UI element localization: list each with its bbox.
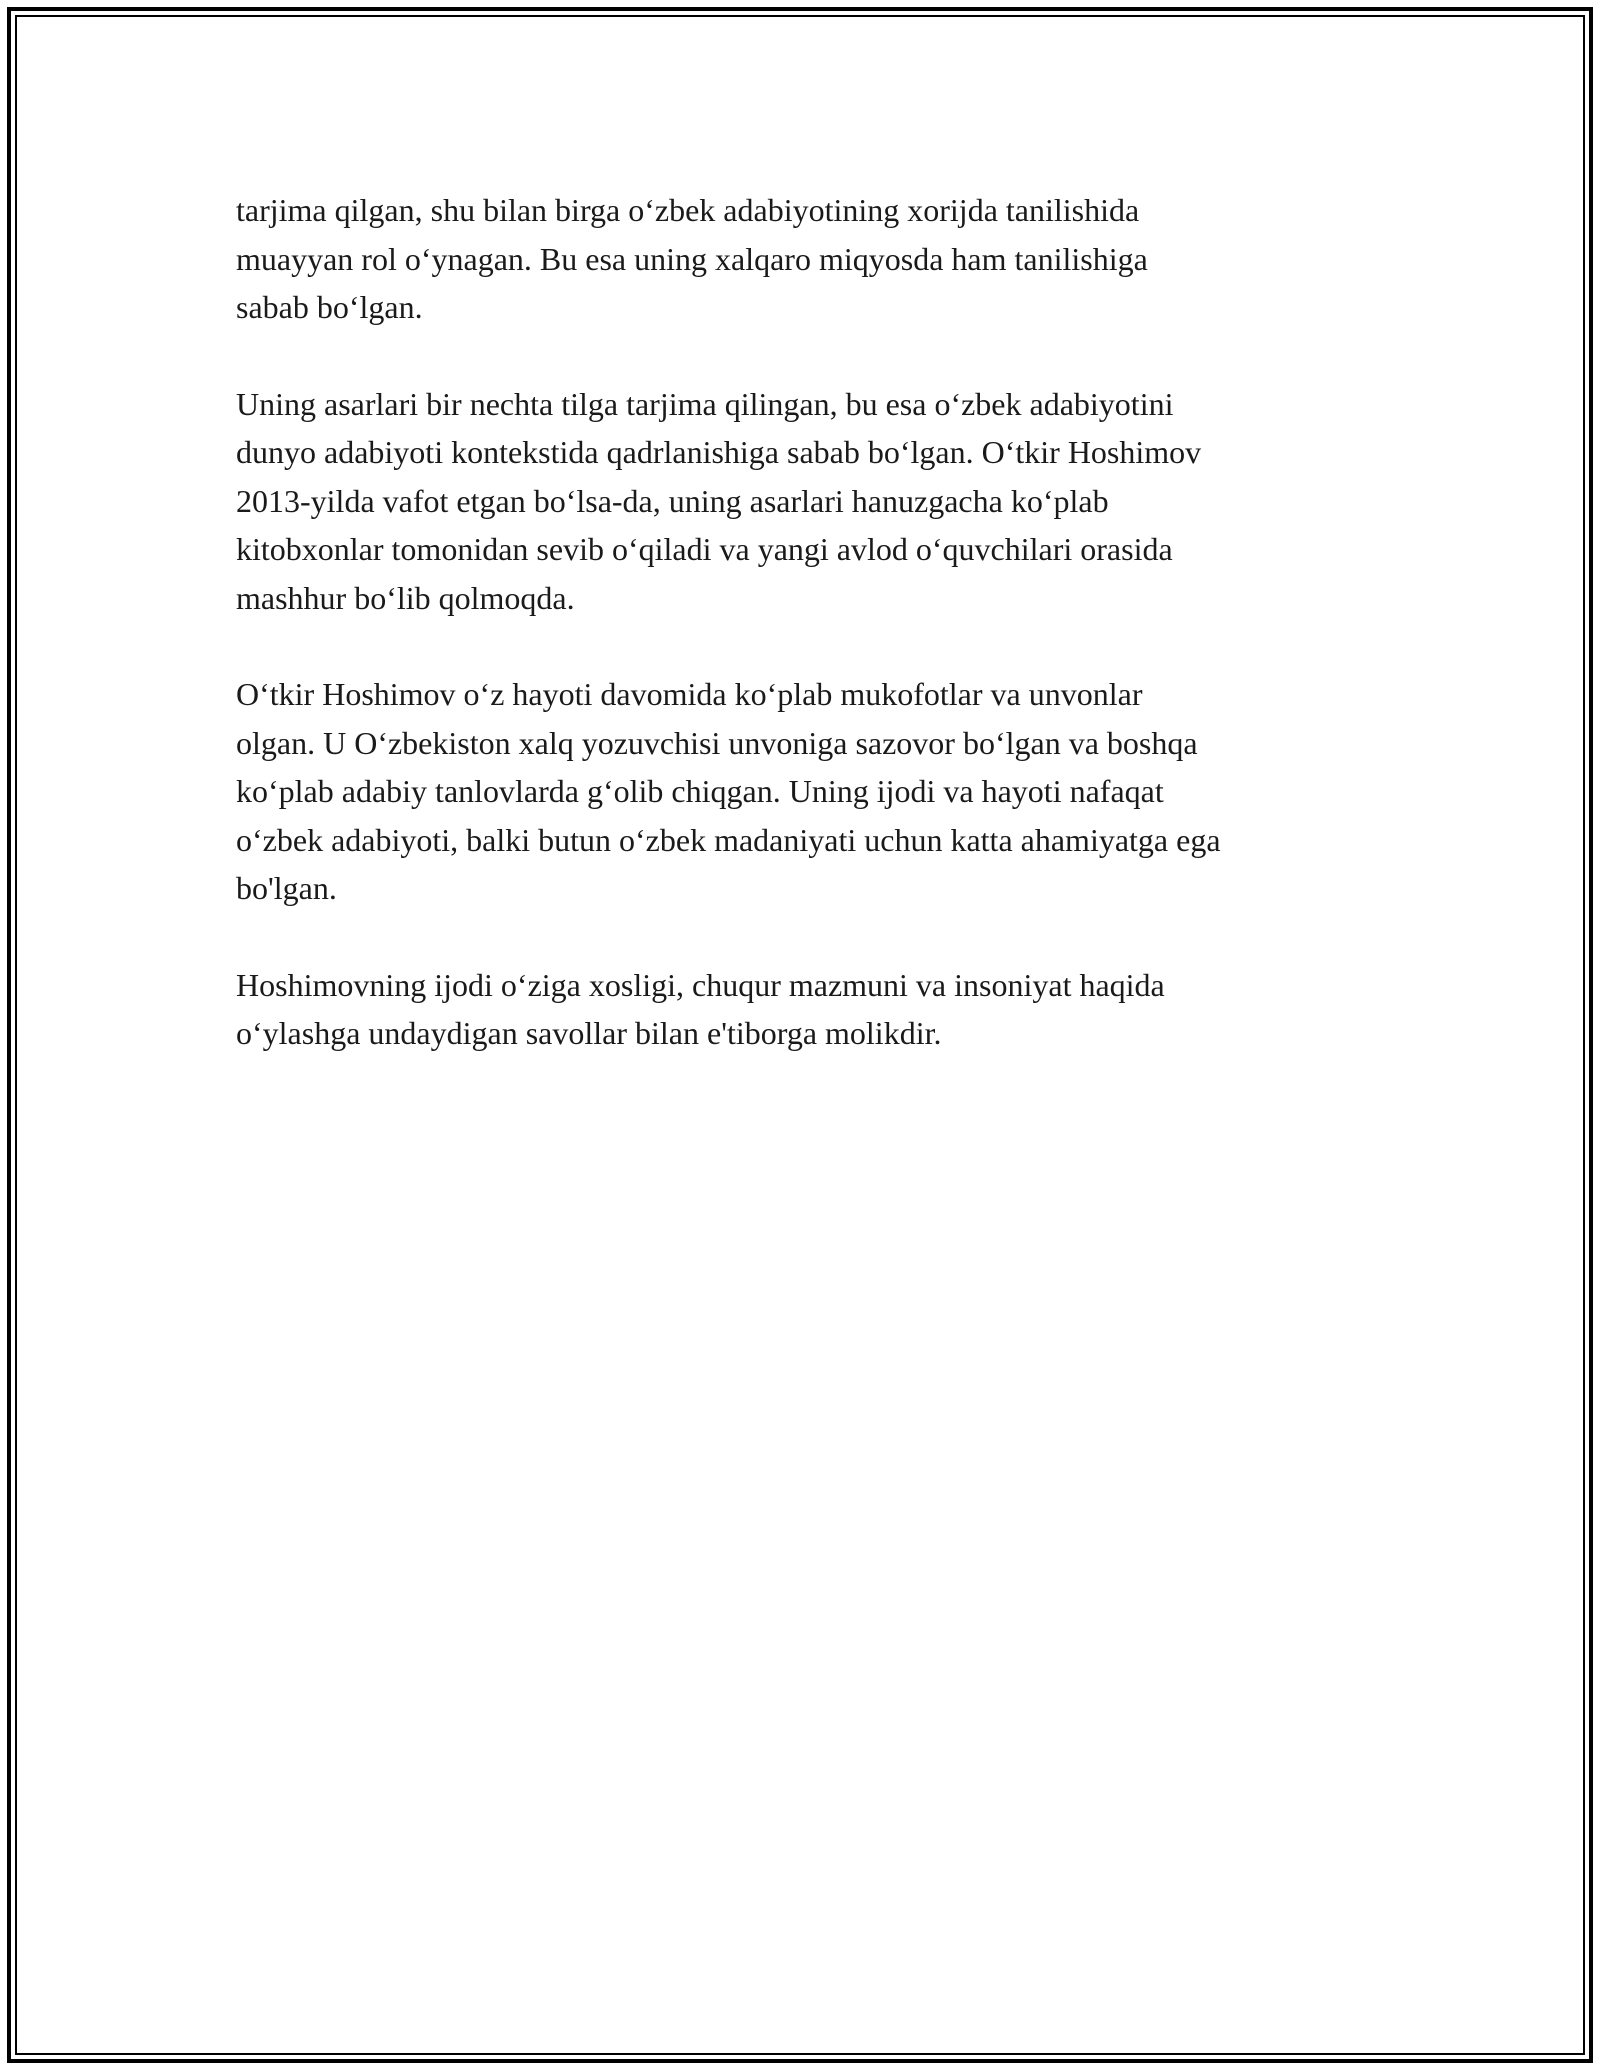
paragraph: Hoshimovning ijodi o‘ziga xosligi, chuqur mazmuni va insoniyat haqida o‘ylashga undaydigan savollar bilan e'tiborga molikdir. (236, 966, 1165, 1051)
paragraph: O‘tkir Hoshimov o‘z hayoti davomida ko‘plab mukofotlar va unvonlar olgan. U O‘zbekiston xalq yozuvchisi unvoniga sazovor bo‘lgan va boshqa ko‘plab adabiy tanlovlarda g‘olib chiqgan. Uning ijodi va hayoti nafaqat o‘zbek adabiyoti, balki butun o‘zbek madaniyati uchun katta ahamiyatga ega bo'lgan. (236, 676, 1221, 906)
paragraph: Uning asarlari bir nechta tilga tarjima qilingan, bu esa o‘zbek adabiyotini dunyo adabiyoti kontekstida qadrlanishiga sabab bo‘lgan. O‘tkir Hoshimov 2013-yilda vafot etgan bo‘lsa-da, uning asarlari hanuzgacha ko‘plab kitobxonlar tomonidan sevib o‘qiladi va yangi avlod o‘quvchilari orasida mashhur bo‘lib qolmoqda. (236, 385, 1202, 616)
paragraph: tarjima qilgan, shu bilan birga o‘zbek adabiyotining xorijda tanilishida muayyan rol o‘ynagan. Bu esa uning xalqaro miqyosda ham tanilishiga sabab bo‘lgan. (236, 192, 1148, 325)
document-body (236, 186, 1386, 1106)
